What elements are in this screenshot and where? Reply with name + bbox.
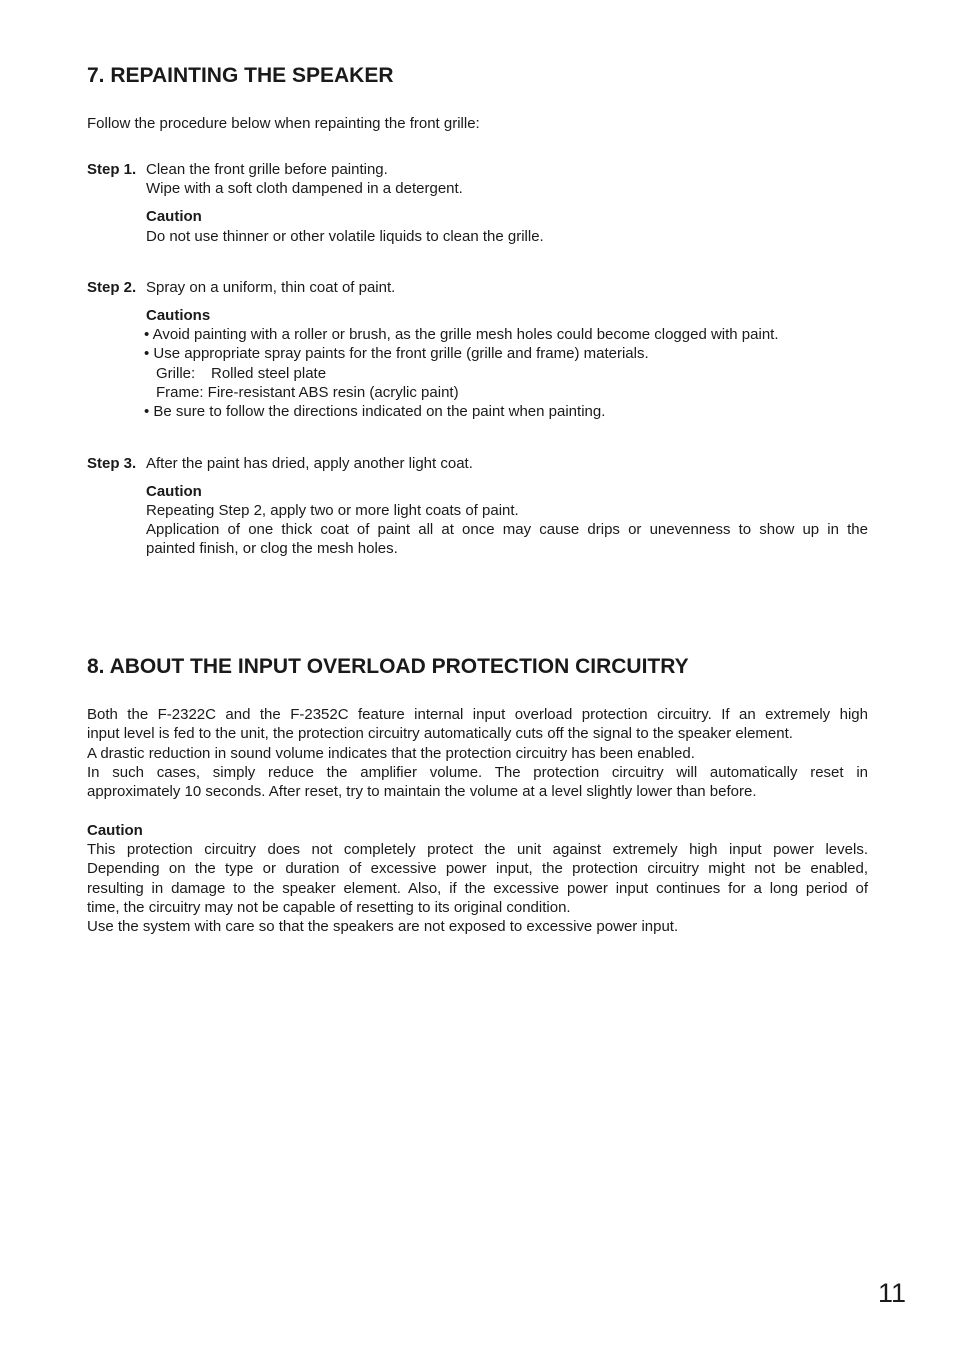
step-2-grille-value: Rolled steel plate xyxy=(211,365,327,382)
section-8-line-3: A drastic reduction in sound volume indicates that the protection circuitry has been enabled. xyxy=(87,744,695,762)
step-2-frame-line: Frame: Fire-resistant ABS resin (acrylic paint) xyxy=(156,384,459,401)
step-3-label: Step 3. xyxy=(87,455,137,472)
step-2-caution-title: Cautions xyxy=(146,307,211,324)
section-8-caution-line-1: This protection circuitry does not completely protect the unit against extremely high input power levels. xyxy=(87,841,868,858)
section-8-paragraph xyxy=(87,705,868,801)
section-8-caution-title: Caution xyxy=(87,822,143,839)
section-7-intro: Follow the procedure below when repainting the front grille: xyxy=(87,115,480,132)
step-3-caution-paragraph xyxy=(146,520,868,559)
section-7-heading: 7. REPAINTING THE SPEAKER xyxy=(87,64,394,87)
step-2-bullet-2: • Use appropriate spray paints for the front grille (grille and frame) materials. xyxy=(144,345,649,362)
section-8-line-5: approximately 10 seconds. After reset, try to maintain the volume at a level slightly lower than before. xyxy=(87,783,757,801)
step-2-grille-label: Grille: xyxy=(156,365,196,382)
section-8-caution-line-3: resulting in damage to the speaker element. Also, if the excessive power input continues for a long period of xyxy=(87,879,868,897)
step-3-line-1: After the paint has dried, apply another light coat. xyxy=(146,455,473,472)
section-8-caution-paragraph xyxy=(87,840,868,936)
section-8-caution-line-5: Use the system with care so that the speakers are not exposed to excessive power input. xyxy=(87,918,679,936)
step-1-label: Step 1. xyxy=(87,161,137,178)
step-3-caution-line-2b: painted finish, or clog the mesh holes. xyxy=(146,540,398,558)
section-8-caution-line-4: time, the circuitry may not be capable of resetting to its original condition. xyxy=(87,898,571,916)
section-8-caution-line-2: Depending on the type or duration of excessive power input, the protection circuitry might not be enabled, xyxy=(87,860,868,878)
section-8-line-4: In such cases, simply reduce the amplifier volume. The protection circuitry will automatically reset in xyxy=(87,763,868,781)
step-1-caution-title: Caution xyxy=(146,208,202,225)
step-3-caution-line-2a: Application of one thick coat of paint all at once may cause drips or unevenness to show up in the xyxy=(146,521,868,538)
section-8-heading: 8. ABOUT THE INPUT OVERLOAD PROTECTION CIRCUITRY xyxy=(87,655,689,678)
step-3-caution-title: Caution xyxy=(146,483,202,500)
page-number: 11 xyxy=(878,1278,907,1308)
step-2-bullet-3: • Be sure to follow the directions indicated on the paint when painting. xyxy=(144,403,606,420)
step-3-caution-line-1: Repeating Step 2, apply two or more light coats of paint. xyxy=(146,502,519,519)
step-2-line-1: Spray on a uniform, thin coat of paint. xyxy=(146,279,396,296)
section-8-line-2: input level is fed to the unit, the protection circuitry automatically cuts off the signal to the speaker element. xyxy=(87,725,793,743)
step-2-label: Step 2. xyxy=(87,279,137,296)
section-8-line-1: Both the F-2322C and the F-2352C feature internal input overload protection circuitry. If an extremely high xyxy=(87,706,868,723)
step-1-caution-text: Do not use thinner or other volatile liquids to clean the grille. xyxy=(146,228,544,245)
step-1-line-1: Clean the front grille before painting. xyxy=(146,161,388,178)
step-1-line-2: Wipe with a soft cloth dampened in a detergent. xyxy=(146,180,463,197)
step-2-bullet-1: • Avoid painting with a roller or brush, as the grille mesh holes could become clogged with paint. xyxy=(144,326,779,343)
